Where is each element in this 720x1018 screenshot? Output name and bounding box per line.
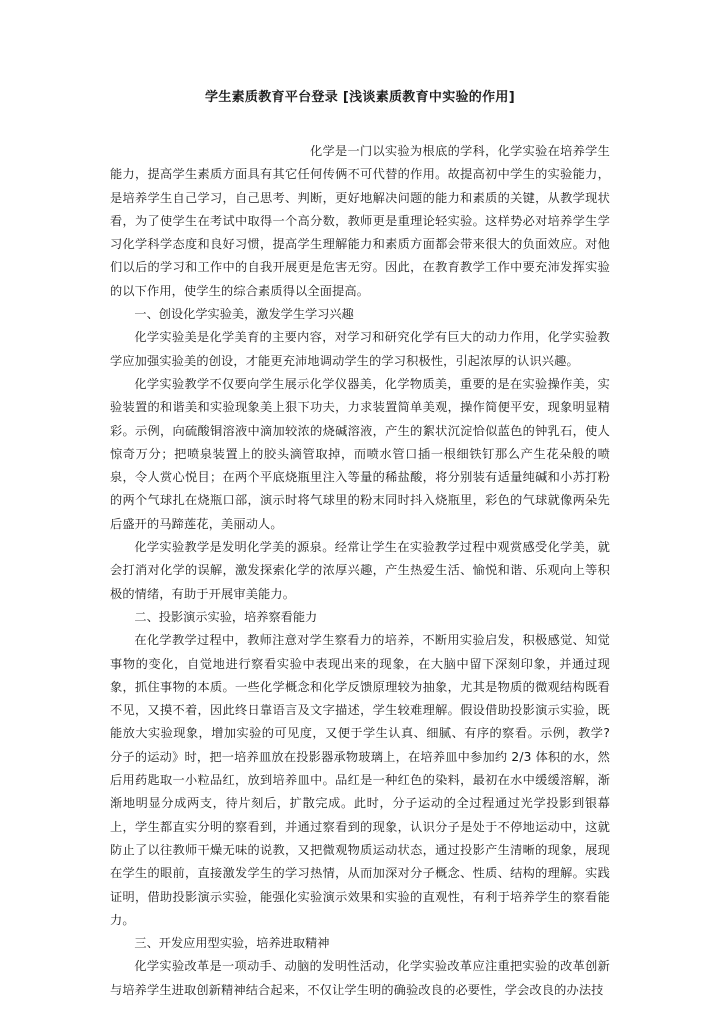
document-title: 学生素质教育平台登录 [浅谈素质教育中实验的作用] bbox=[205, 90, 515, 105]
section-1-paragraph-3: 化学实验教学是发明化学美的源泉。经常让学生在实验教学过程中观赏感受化学美，就会打消对化学的误解，激发探索化学的浓厚兴趣，产生热爱生活、愉悦和谐、乐观向上等积极的情绪，有助于开展审美能力。 bbox=[110, 540, 610, 601]
section-heading-3: 三、开发应用型实验，培养进取精神 bbox=[134, 936, 330, 951]
section-2-paragraph-1: 在化学教学过程中，教师注意对学生察看力的培养，不断用实验启发，积极感觉、知觉事物的变化，自觉地进行察看实验中表现出来的现象，在大脑中留下深刻印象，并通过现象，抓住事物的本质。一些化学概念和化学反馈原理较为抽象，尤其是物质的微观结构既看不见，又摸不着，因此终日靠语言及文字描述，学生较难理解。假设借助投影演示实验，既能放大实验现象，增加实验的可见度，又便于学生认真、细腻、有序的察看。示例，教学?分子的运动》时，把一培养皿放在投影器承物玻璃上，在培养皿中参加约 2/3 体积的水，然后用药匙取一小粒品红，放到培养皿中。品红是一种红色的染料，最初在水中缓缓溶解，渐渐地明显分成两支，待片刻后，扩散完成。此时，分子运动的全过程通过光学投影到银幕上，学生都直实分明的察看到，并通过察看到的现象，认识分子是处于不停地运动中，这就防止了以往教师干燥无味的说教，又把微观物质运动状态，通过投影产生清晰的现象，展现在学生的眼前，直接激发学生的学习热情，从而加深对分子概念、性质、结构的理解。实践证明，借助投影演示实验，能强化实验演示效果和实验的直观性，有利于培养学生的察看能力。 bbox=[110, 633, 610, 927]
section-3-paragraph-1: 化学实验改革是一项动手、动脑的发明性活动，化学实验改革应注重把实验的改革创新与培养学生进取创新精神结合起来，不仅让学生明的确验改良的必要性，学会改良的办法技 bbox=[110, 959, 610, 997]
section-heading-1: 一、创设化学实验美，激发学生学习兴趣 bbox=[134, 307, 354, 322]
intro-paragraph: 化学是一门以实验为根底的学科，化学实验在培养学生能力，提高学生素质方面具有其它任何传俩不可代替的作用。故提高初中学生的实验能力，是培养学生自己学习，自己思考、判断，更好地解决问题的能力和素质的关键，从教学现状看，为了使学生在考试中取得一个高分数，教师更是重理论轻实验。这样势必对培养学生学习化学科学态度和良好习惯，提高学生理解能力和素质方面都会带来很大的负面效应。对他们以后的学习和工作中的自我开展更是危害无穷。因此，在教育教学工作中要充沛发挥实验的以下作用，使学生的综合素质得以全面提高。 bbox=[110, 144, 610, 298]
section-heading-2: 二、投影演示实验，培养察看能力 bbox=[134, 609, 318, 624]
section-1-paragraph-2: 化学实验教学不仅要向学生展示化学仪器美，化学物质美，重要的是在实验操作美，实验装置的和谐美和实验现象美上狠下功夫，力求装置简单美观，操作简便平安，现象明显精彩。示例，向硫酸铜溶液中滴加较浓的烧碱溶液，产生的絮状沉淀恰似蓝色的钟乳石，使人惊奇万分；把喷泉装置上的胶头滴管取掉，而喷水管口插一根细铁钉那么产生花朵般的喷泉，令人赏心悦目；在两个平底烧瓶里注入等量的稀盐酸，将分别装有适量纯碱和小苏打粉的两个气球扎在烧瓶口部，演示时将气球里的粉末同时抖入烧瓶里，彩色的气球就像两朵先后盛开的马蹄莲花，美丽动人。 bbox=[110, 376, 610, 531]
section-1-paragraph-1: 化学实验美是化学美育的主要内容，对学习和研究化学有巨大的动力作用，化学实验教学应加强实验美的创设，才能更充沛地调动学生的学习积极性，引起浓厚的认识兴趣。 bbox=[110, 330, 610, 368]
